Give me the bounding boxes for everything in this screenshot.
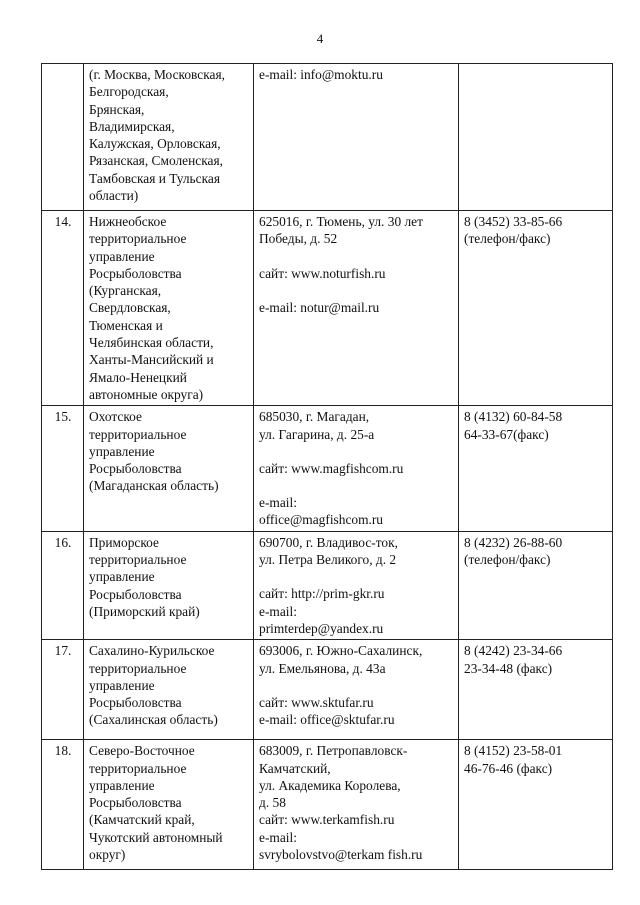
blank-line	[259, 248, 454, 265]
phone-line: 8 (4152) 23-58-01	[464, 743, 563, 759]
phone-line: (телефон/факс)	[464, 231, 551, 247]
organization-line: управление	[89, 569, 155, 585]
page-number: 4	[316, 31, 324, 46]
blank-line	[259, 443, 454, 460]
email-line: e-mail:	[259, 829, 297, 845]
email-line: primterdep@yandex.ru	[259, 620, 384, 636]
organization-line: автономные округа)	[89, 386, 204, 402]
organization-line: территориальное	[89, 426, 187, 442]
email-line: office@magfishcom.ru	[259, 512, 384, 528]
website-line: сайт: www.noturfish.ru	[259, 265, 386, 281]
phone-line: 23-34-48 (факс)	[464, 660, 553, 676]
row-number: 16.	[54, 534, 72, 550]
row-number-cell	[42, 211, 84, 406]
row-number: 15.	[54, 409, 72, 425]
organization-line: Охотское	[89, 409, 142, 425]
contact-cell	[254, 64, 459, 211]
organization-line: Владимирская,	[89, 118, 175, 134]
organization-line: территориальное	[89, 660, 187, 676]
address-line: 693006, г. Южно-Сахалинск,	[259, 643, 423, 659]
organization-line: управление	[89, 248, 155, 264]
email-line: e-mail: office@sktufar.ru	[259, 712, 395, 728]
address-line: Камчатский,	[259, 760, 331, 776]
address-line: ул. Академика Королева,	[259, 777, 401, 793]
blank-line	[259, 568, 454, 585]
organization-line: (Камчатский край,	[89, 812, 195, 828]
table-row	[42, 640, 613, 740]
email-line: e-mail: notur@mail.ru	[259, 299, 380, 315]
organization-line: Сахалино-Курильское	[89, 643, 215, 659]
phone-cell	[459, 740, 613, 870]
address-line: ул. Емельянова, д. 43а	[259, 660, 386, 676]
phone-line: 64-33-67(факс)	[464, 426, 549, 442]
table-row	[42, 740, 613, 870]
organization-cell	[84, 740, 254, 870]
email-line: svrybolovstvo@terkam fish.ru	[259, 847, 423, 863]
row-number-cell	[42, 531, 84, 639]
organization-line: управление	[89, 443, 155, 459]
address-line: Победы, д. 52	[259, 231, 338, 247]
organization-cell	[84, 211, 254, 406]
email-line: e-mail:	[259, 495, 297, 511]
address-line: 625016, г. Тюмень, ул. 30 лет	[259, 214, 423, 229]
table-row	[42, 64, 613, 211]
organization-line: территориальное	[89, 231, 187, 247]
phone-line: 8 (4232) 26-88-60	[464, 534, 563, 550]
organization-line: управление	[89, 777, 155, 793]
organization-line: Тамбовская и Тульская	[89, 170, 220, 186]
address-line: 685030, г. Магадан,	[259, 409, 370, 425]
row-number-cell	[42, 406, 84, 531]
organization-line: Ямало-Ненецкий	[89, 369, 187, 385]
email-line: e-mail:	[259, 603, 297, 619]
address-line: д. 58	[259, 795, 286, 811]
organization-line: Росрыболовства	[89, 586, 182, 602]
contact-cell	[254, 740, 459, 870]
organization-line: округ)	[89, 847, 126, 863]
website-line: сайт: www.terkamfish.ru	[259, 812, 395, 828]
table-body	[42, 64, 613, 870]
organization-cell	[84, 406, 254, 531]
table-row	[42, 406, 613, 531]
phone-line: (телефон/факс)	[464, 552, 551, 568]
contact-cell	[254, 531, 459, 639]
row-number: 18.	[54, 743, 72, 759]
table-row	[42, 531, 613, 639]
organization-line: (Курганская,	[89, 283, 162, 299]
organization-cell	[84, 64, 254, 211]
organization-line: Калужская, Орловская,	[89, 136, 221, 152]
blank-line	[259, 282, 454, 299]
contact-cell	[254, 211, 459, 406]
row-number: 17.	[54, 643, 72, 659]
row-number-cell	[42, 64, 84, 211]
address-line: ул. Петра Великого, д. 2	[259, 552, 397, 568]
organization-line: Рязанская, Смоленская,	[89, 153, 223, 169]
organization-line: области)	[89, 188, 139, 204]
organization-line: Росрыболовства	[89, 795, 182, 811]
organization-line: Нижнеобское	[89, 214, 167, 229]
contact-cell	[254, 640, 459, 740]
organization-line: Тюменская и	[89, 317, 163, 333]
organization-line: Белгородская,	[89, 84, 169, 100]
phone-line: 8 (4132) 60-84-58	[464, 409, 563, 425]
email-line: e-mail: info@moktu.ru	[259, 67, 383, 82]
address-line: 690700, г. Владивос-ток,	[259, 534, 398, 550]
organization-line: Приморское	[89, 534, 159, 550]
phone-cell	[459, 211, 613, 406]
organization-cell	[84, 640, 254, 740]
phone-line: 8 (4242) 23-34-66	[464, 643, 563, 659]
phone-cell	[459, 64, 613, 211]
phone-line: 46-76-46 (факс)	[464, 760, 553, 776]
phone-cell	[459, 406, 613, 531]
organization-line: (г. Москва, Московская,	[89, 67, 225, 82]
organization-line: Ханты-Мансийский и	[89, 352, 214, 368]
row-number-cell	[42, 640, 84, 740]
website-line: сайт: www.sktufar.ru	[259, 694, 374, 710]
organization-line: Росрыболовства	[89, 695, 182, 711]
organization-line: управление	[89, 677, 155, 693]
organization-line: (Сахалинская область)	[89, 712, 218, 728]
organization-line: территориальное	[89, 760, 187, 776]
table-row	[42, 211, 613, 406]
phone-cell	[459, 640, 613, 740]
organization-line: Росрыболовства	[89, 461, 182, 477]
organization-line: Росрыболовства	[89, 265, 182, 281]
organization-line: (Приморский край)	[89, 603, 200, 619]
organization-line: Чукотский автономный	[89, 829, 223, 845]
organization-line: Свердловская,	[89, 300, 171, 316]
phone-cell	[459, 531, 613, 639]
contact-cell	[254, 406, 459, 531]
address-line: ул. Гагарина, д. 25-а	[259, 426, 375, 442]
organization-line: Челябинская области,	[89, 335, 214, 351]
row-number: 14.	[54, 214, 72, 229]
address-line: 683009, г. Петропавловск-	[259, 743, 408, 759]
row-number-cell	[42, 740, 84, 870]
website-line: сайт: http://prim-gkr.ru	[259, 586, 385, 602]
organization-line: Северо-Восточное	[89, 743, 195, 759]
organization-line: Брянская,	[89, 101, 145, 117]
phone-line: 8 (3452) 33-85-66	[464, 214, 563, 229]
organization-cell	[84, 531, 254, 639]
regional-offices-table	[41, 63, 613, 870]
blank-line	[259, 677, 454, 694]
blank-line	[259, 477, 454, 494]
organization-line: территориальное	[89, 552, 187, 568]
website-line: сайт: www.magfishcom.ru	[259, 460, 404, 476]
organization-line: (Магаданская область)	[89, 478, 219, 494]
